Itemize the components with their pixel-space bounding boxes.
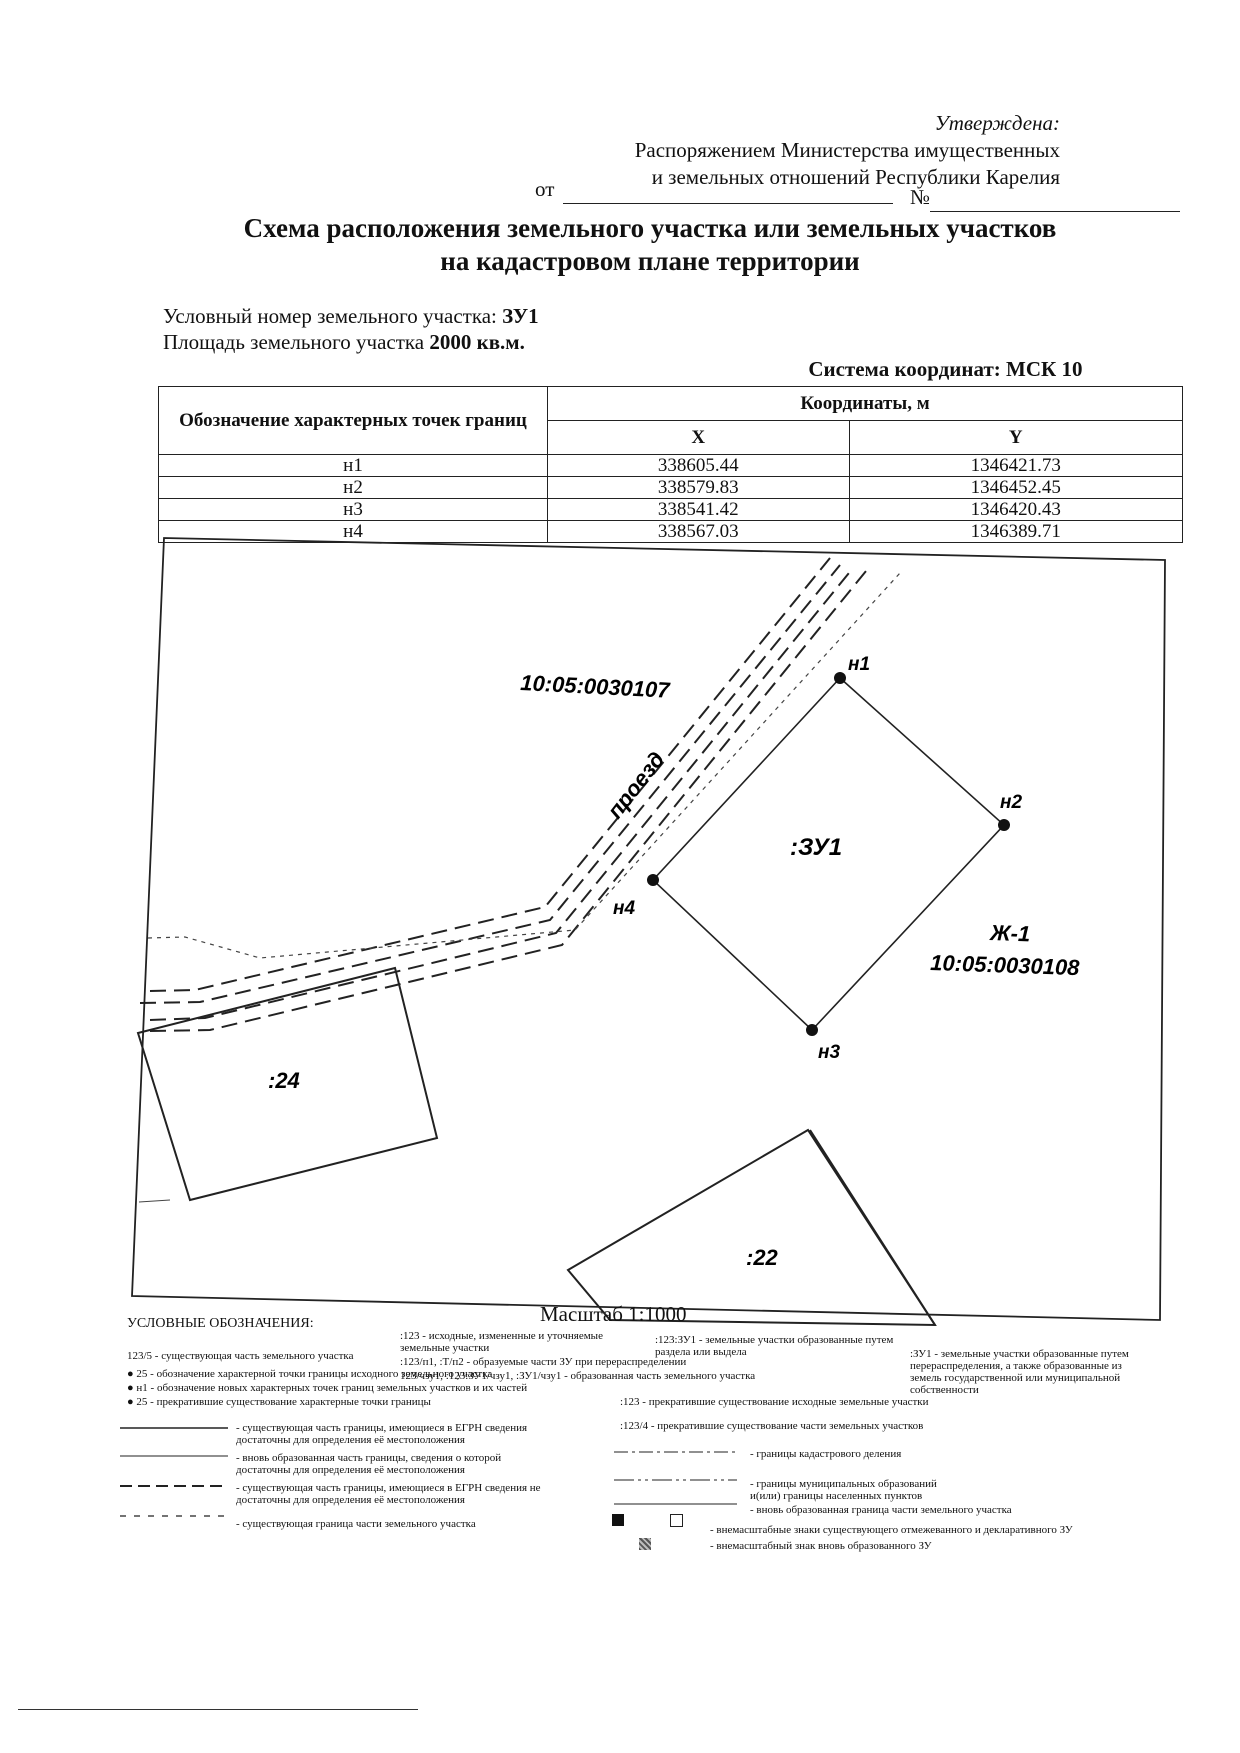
point-label-n1: н1 <box>848 654 871 675</box>
date-prefix: от <box>535 177 555 201</box>
legend-item: - существующая граница части земельного участка <box>236 1518 476 1530</box>
x-cell: 338541.42 <box>548 498 850 520</box>
road <box>140 558 866 1031</box>
legend-item: 123/чзу1, :123:ЗУ1/чзу1, :ЗУ1/чзу1 - образованная часть земельного участка <box>400 1370 756 1382</box>
parcel-number-label: Условный номер земельного участка: <box>163 304 497 328</box>
legend-item: - существующая часть границы, имеющиеся в ЕГРН сведения достаточны для определения её местоположения <box>236 1422 528 1446</box>
empty-square-icon <box>670 1514 683 1527</box>
x-cell: 338579.83 <box>548 476 850 498</box>
point-cell: н3 <box>159 498 548 520</box>
point-n3 <box>806 1024 818 1036</box>
point-cell: н1 <box>159 454 548 476</box>
parcel-zu1-label: :ЗУ1 <box>790 834 843 861</box>
y-cell: 1346452.45 <box>849 476 1182 498</box>
number-prefix: № <box>910 185 931 209</box>
road-edge-2 <box>150 558 830 991</box>
legend-item: :ЗУ1 - земельные участки образованные путем перераспределения, а также образованные из земель государственной или муниципальной собственности <box>910 1348 1129 1396</box>
header-coords: Координаты, м <box>548 386 1183 420</box>
title-line-1: Схема расположения земельного участка или земельных участков <box>243 213 1057 243</box>
legend-item: :123 - прекратившие существование исходные земельные участки <box>620 1396 929 1408</box>
legend-item: - вновь образованная часть границы, сведения о которой достаточны для определения её местоположения <box>236 1452 502 1476</box>
hatched-square-icon <box>639 1538 651 1550</box>
legend-item: - границы муниципальных образований и(или) границы населенных пунктов <box>750 1478 937 1502</box>
block-north-label: 10:05:0030107 <box>519 670 671 703</box>
point-label-n4: н4 <box>613 898 636 919</box>
legend-item: :123:ЗУ1 - земельные участки образованные путем раздела или выдела <box>655 1334 894 1358</box>
parcel-number-value: ЗУ1 <box>502 304 539 328</box>
map-scale: Масштаб 1:1000 <box>540 1302 687 1326</box>
parcel-22-edge <box>810 1130 935 1325</box>
point-cell: н2 <box>159 476 548 498</box>
parcel-area-value: 2000 кв.м. <box>429 330 525 354</box>
approval-line-3: и земельных отношений Республики Карелия <box>651 165 1060 189</box>
point-label-n3: н3 <box>818 1042 841 1063</box>
header-x: X <box>548 420 850 454</box>
legend-item: ● 25 - обозначение характерной точки границы исходного земельного участка <box>127 1368 493 1380</box>
x-cell: 338567.03 <box>548 520 850 542</box>
bullet-icon: ● <box>127 1382 134 1394</box>
y-cell: 1346389.71 <box>849 520 1182 542</box>
approval-line-2: Распоряжением Министерства имущественных <box>634 138 1060 162</box>
title-line-2: на кадастровом плане территории <box>440 246 860 276</box>
parcel-area-label: Площадь земельного участка <box>163 330 425 354</box>
legend-item: :123/п1, :Т/п2 - образуемые части ЗУ при перераспределении <box>400 1356 687 1368</box>
coordinate-system: Система координат: МСК 10 <box>808 357 1083 382</box>
point-n1 <box>834 672 846 684</box>
legend-line-samples-2 <box>612 1440 742 1520</box>
legend-item: - внемасштабный знак вновь образованного ЗУ <box>710 1540 932 1552</box>
parcel-24-label: :24 <box>268 1068 300 1093</box>
legend-title: УСЛОВНЫЕ ОБОЗНАЧЕНИЯ: <box>127 1316 314 1331</box>
block-south-label: 10:05:0030108 <box>929 950 1080 981</box>
point-label-n2: н2 <box>1000 792 1023 813</box>
zone-label: Ж-1 <box>989 920 1031 947</box>
parcel-22 <box>568 1130 935 1325</box>
road-label: проезд <box>602 746 670 824</box>
point-cell: н4 <box>159 520 548 542</box>
legend-line-samples <box>118 1420 238 1530</box>
legend-item: - существующая часть границы, имеющиеся в ЕГРН сведения не достаточны для определения её местоположения <box>236 1482 541 1506</box>
legend-item: - границы кадастрового деления <box>750 1448 902 1460</box>
y-cell: 1346420.43 <box>849 498 1182 520</box>
point-n2 <box>998 819 1010 831</box>
legend-item: - внемасштабные знаки существующего отмежеванного и декларативного ЗУ <box>710 1524 1073 1536</box>
x-cell: 338605.44 <box>548 454 850 476</box>
legend-item: ● 25 - прекратившие существование характерные точки границы <box>127 1396 431 1408</box>
filled-square-icon <box>612 1514 624 1526</box>
point-n4 <box>647 874 659 886</box>
legend-item: 123/5 - существующая часть земельного участка <box>127 1350 354 1362</box>
legend-item: :123 - исходные, измененные и уточняемые земельные участки <box>400 1330 603 1354</box>
road-edge-3 <box>150 568 853 1020</box>
header-points: Обозначение характерных точек границ <box>159 386 548 454</box>
bullet-icon: ● <box>127 1368 134 1380</box>
header-y: Y <box>849 420 1182 454</box>
road-edge-4 <box>150 571 866 1031</box>
legend-item: :123/4 - прекратившие существование части земельных участков <box>620 1420 924 1432</box>
parcel-24-edge <box>139 1200 170 1202</box>
y-cell: 1346421.73 <box>849 454 1182 476</box>
bullet-icon: ● <box>127 1396 134 1408</box>
parcel-22-label: :22 <box>746 1245 778 1270</box>
legend-item: - вновь образованная граница части земельного участка <box>750 1504 1012 1516</box>
legend-item: ● н1 - обозначение новых характерных точек границ земельных участков и их частей <box>127 1382 528 1394</box>
approval-heading: Утверждена: <box>934 111 1060 135</box>
bottom-rule <box>18 1709 418 1710</box>
